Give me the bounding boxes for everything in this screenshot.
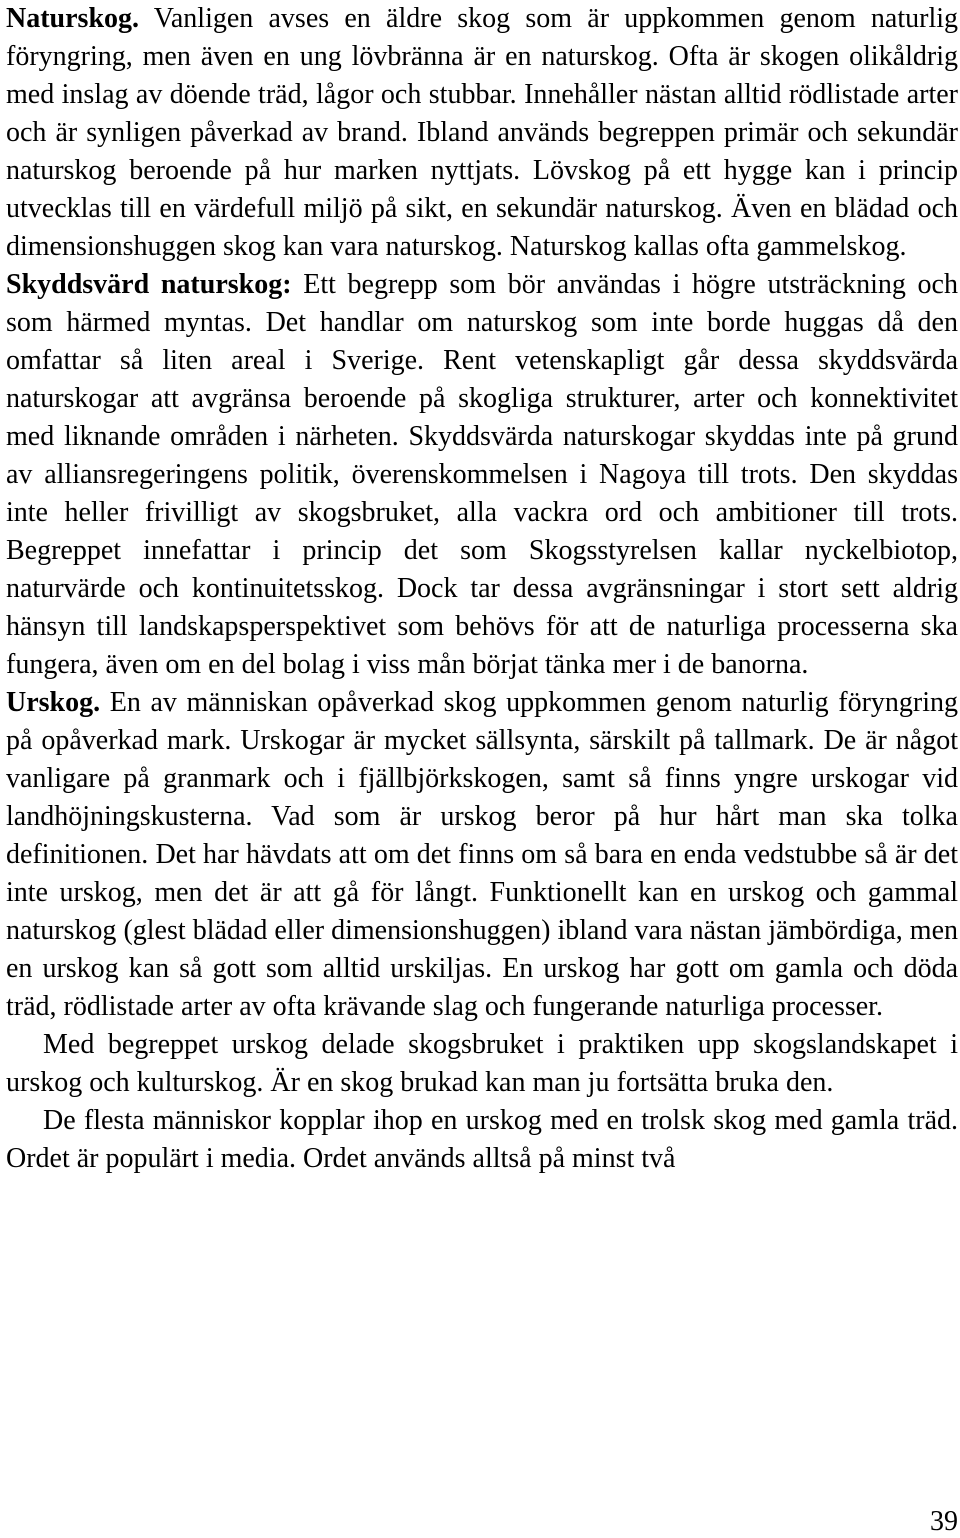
- term-heading: Naturskog.: [6, 3, 140, 34]
- paragraph-naturskog: [6, 0, 958, 266]
- paragraph-text: De flesta människor kopplar ihop en urskog med en trolsk skog med gamla träd. Ordet är populärt i media. Ordet används alltså på minst två: [6, 1105, 958, 1174]
- paragraph-text: Ett begrepp som bör användas i högre utsträckning och som härmed myntas. Det handlar om naturskog som inte borde huggas då den omfattar så liten areal i Sverige. Rent vetenskapligt går dessa skyddsvärda naturskogar att avgränsa beroende på skogliga strukturer, arter och konnektivitet med liknande områden i närheten. Skyddsvärda naturskogar skyddas inte på grund av alliansregeringens politik, överenskommelsen i Nagoya till trots. Den skyddas inte heller frivilligt av skogsbruket, alla vackra ord och ambitioner till trots. Begreppet innefattar i princip det som Skogsstyrelsen kallar nyckelbiotop, naturvärde och kontinuitetsskog. Dock tar dessa avgränsningar i stort sett aldrig hänsyn till landskapsperspektivet som behövs för att de naturliga processerna ska fungera, även om en del bolag i viss mån börjat tänka mer i de banorna.: [6, 269, 958, 680]
- paragraph-de-flesta: [6, 1102, 958, 1178]
- paragraph-text: Med begreppet urskog delade skogsbruket i praktiken upp skogslandskapet i urskog och kulturskog. Är en skog brukad kan man ju fortsätta bruka den.: [6, 1029, 958, 1098]
- paragraph-skyddsvard-naturskog: [6, 266, 958, 684]
- term-heading: Urskog.: [6, 687, 101, 718]
- paragraph-urskog: [6, 684, 958, 1026]
- term-heading: Skyddsvärd naturskog:: [6, 269, 292, 300]
- document-body: [6, 0, 958, 1178]
- paragraph-text: En av människan opåverkad skog uppkommen genom naturlig föryngring på opåverkad mark. Urskogar är mycket sällsynta, särskilt på tallmark. De är något vanligare på granmark och i fjällbjörkskogen, samt så finns yngre urskogar vid landhöjningskusterna. Vad som är urskog beror på hur hårt man ska tolka definitionen. Det har hävdats att om det finns om så bara en enda vedstubbe så är det inte urskog, men det är att gå för långt. Funktionellt kan en urskog och gammal naturskog (glest blädad eller dimensionshuggen) ibland vara nästan jämbördiga, men en urskog kan så gott som alltid urskiljas. En urskog har gott om gamla och döda träd, rödlistade arter av ofta krävande slag och fungerande naturliga processer.: [6, 687, 958, 1022]
- paragraph-begreppet-urskog: [6, 1026, 958, 1102]
- paragraph-text: Vanligen avses en äldre skog som är uppkommen genom naturlig föryngring, men även en ung lövbränna är en naturskog. Ofta är skogen olikåldrig med inslag av döende träd, lågor och stubbar. Innehåller nästan alltid rödlistade arter och är synligen påverkad av brand. Ibland används begreppen primär och sekundär naturskog beroende på hur marken nyttjats. Lövskog på ett hygge kan i princip utvecklas till en värdefull miljö på sikt, en sekundär naturskog. Även en blädad och dimensionshuggen skog kan vara naturskog. Naturskog kallas ofta gammelskog.: [6, 3, 958, 262]
- page-number: 39: [930, 1506, 958, 1537]
